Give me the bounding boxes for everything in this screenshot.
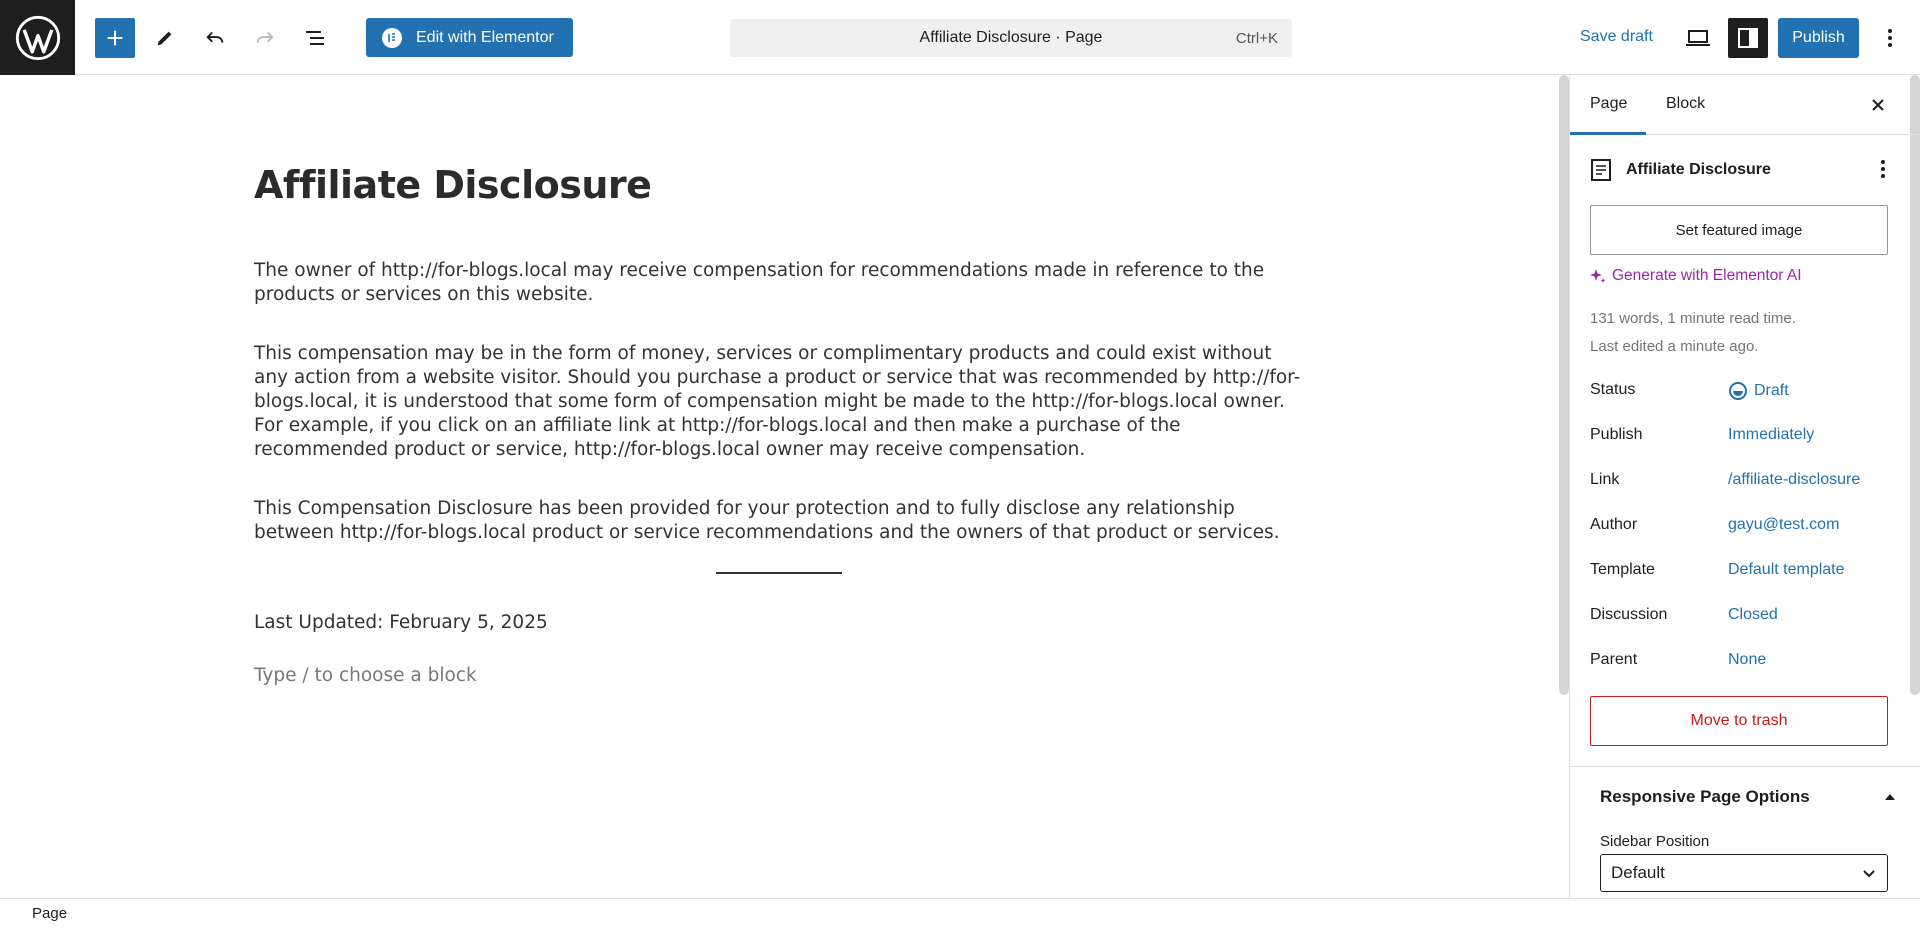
sidebar-tabs (1570, 75, 1920, 135)
last-edited: Last edited a minute ago. (1590, 338, 1759, 355)
undo-icon (204, 27, 226, 49)
document-name: Affiliate Disclosure (1626, 161, 1771, 178)
editor-scrollbar-thumb[interactable] (1559, 75, 1569, 695)
elementor-icon (382, 28, 402, 48)
discussion-button[interactable]: Closed (1728, 606, 1778, 623)
list-view-icon (303, 26, 327, 50)
chevron-down-icon (1861, 865, 1877, 881)
sidebar-panel-icon (1737, 27, 1759, 49)
sidebar-divider (1570, 766, 1920, 767)
link-label: Link (1590, 471, 1620, 488)
editor-scrollbar[interactable] (1557, 75, 1569, 898)
word-count: 131 words, 1 minute read time. (1590, 310, 1796, 327)
sidebar-position-value: Default (1611, 863, 1665, 882)
status-value[interactable] (1728, 381, 1789, 401)
tools-button[interactable] (145, 18, 185, 58)
post-content (254, 163, 1304, 686)
template-button[interactable]: Default template (1728, 561, 1845, 578)
generate-with-elementor-ai-link[interactable] (1590, 267, 1900, 285)
publish-label: Publish (1590, 426, 1643, 443)
editor-canvas (0, 75, 1558, 898)
command-palette-bar[interactable] (730, 19, 1292, 57)
move-to-trash-button[interactable] (1590, 696, 1888, 746)
post-meta-info (1590, 305, 1900, 361)
shortcut-hint: Ctrl+K (1235, 29, 1278, 47)
template-row (1590, 561, 1900, 606)
author-label: Author (1590, 516, 1638, 533)
edit-with-elementor-label: Edit with Elementor (416, 28, 554, 46)
pencil-icon (154, 27, 176, 49)
author-button[interactable]: gayu@test.com (1728, 516, 1840, 533)
settings-sidebar (1569, 75, 1920, 898)
publish-button[interactable] (1778, 18, 1859, 58)
wordpress-logo-icon[interactable] (0, 0, 75, 75)
undo-button[interactable] (195, 18, 235, 58)
page-document-icon (1590, 158, 1612, 182)
wordpress-glyph-icon (15, 15, 61, 61)
parent-button[interactable]: None (1728, 651, 1767, 668)
edit-with-elementor-button[interactable] (366, 18, 573, 57)
document-actions-icon[interactable] (1880, 159, 1886, 179)
laptop-icon (1685, 27, 1711, 49)
save-draft-button[interactable]: Save draft (1580, 28, 1653, 45)
discussion-row (1590, 606, 1900, 651)
redo-icon (254, 27, 276, 49)
last-updated-paragraph[interactable]: Last Updated: February 5, 2025 (254, 612, 548, 633)
close-icon[interactable] (1868, 95, 1888, 115)
permalink-button[interactable]: /affiliate-disclosure (1728, 471, 1861, 488)
preview-button[interactable] (1678, 18, 1718, 58)
paragraph-block[interactable]: The owner of http://for-blogs.local may receive compensation for recommendations made in reference to the products or services on this website. (254, 260, 1265, 305)
tab-block[interactable]: Block (1666, 95, 1706, 112)
paragraph-block[interactable]: This Compensation Disclosure has been provided for your protection and to fully disclose any relationship between http://for-blogs.local product or service recommendations and the owners of that product or services. (254, 498, 1280, 543)
set-featured-image-label: Set featured image (1675, 221, 1803, 239)
draft-status-icon (1728, 381, 1748, 401)
sparkle-icon (1590, 268, 1606, 284)
add-block-button[interactable] (95, 18, 135, 58)
tab-page[interactable]: Page (1590, 95, 1628, 112)
parent-label: Parent (1590, 651, 1638, 668)
block-appender-placeholder[interactable]: Type / to choose a block (254, 665, 477, 686)
breadcrumb-page[interactable]: Page (32, 905, 68, 922)
document-title: Affiliate Disclosure · Page (919, 29, 1103, 46)
post-summary-rows (1590, 381, 1900, 696)
responsive-page-options-panel (1590, 787, 1900, 892)
parent-row (1590, 651, 1900, 696)
top-toolbar (0, 0, 1920, 75)
publish-row (1590, 426, 1900, 471)
generate-ai-label: Generate with Elementor AI (1612, 267, 1802, 284)
post-title[interactable]: Affiliate Disclosure (254, 163, 652, 207)
publish-label: Publish (1792, 29, 1845, 46)
document-overview-button[interactable] (295, 18, 335, 58)
vertical-dots-icon (1887, 28, 1893, 48)
separator-block[interactable] (716, 572, 842, 574)
sidebar-position-label: Sidebar Position (1600, 833, 1710, 850)
settings-toggle-button[interactable] (1728, 18, 1768, 58)
template-label: Template (1590, 561, 1655, 578)
document-header (1590, 135, 1900, 205)
publish-date-button[interactable]: Immediately (1728, 426, 1815, 443)
sidebar-position-select[interactable] (1600, 854, 1888, 892)
options-menu-button[interactable] (1870, 18, 1910, 58)
discussion-label: Discussion (1590, 606, 1668, 623)
redo-button[interactable] (245, 18, 285, 58)
status-label: Status (1590, 381, 1636, 398)
paragraph-block[interactable]: This compensation may be in the form of money, services or complimentary products and could exist without any action from a website visitor. Should you purchase a product or service that was recommended by http://for-blogs.local, it is understood that some form of compensation might be made to the http://for-blogs.local owner. For example, if you click on an affiliate link at http://for-blogs.local and then make a purchase of the recommended product or service, http://for-blogs.local owner may receive compensation. (254, 343, 1301, 460)
status-row (1590, 381, 1900, 426)
plus-icon (104, 27, 126, 49)
link-row (1590, 471, 1900, 516)
status-text: Draft (1754, 382, 1789, 399)
caret-up-icon[interactable] (1884, 793, 1896, 801)
responsive-page-options-title[interactable]: Responsive Page Options (1600, 787, 1810, 806)
move-to-trash-label: Move to trash (1690, 712, 1788, 729)
author-row (1590, 516, 1900, 561)
block-breadcrumb-bar (0, 898, 1920, 928)
set-featured-image-button[interactable] (1590, 205, 1888, 255)
sidebar-scrollbar[interactable] (1910, 75, 1920, 695)
